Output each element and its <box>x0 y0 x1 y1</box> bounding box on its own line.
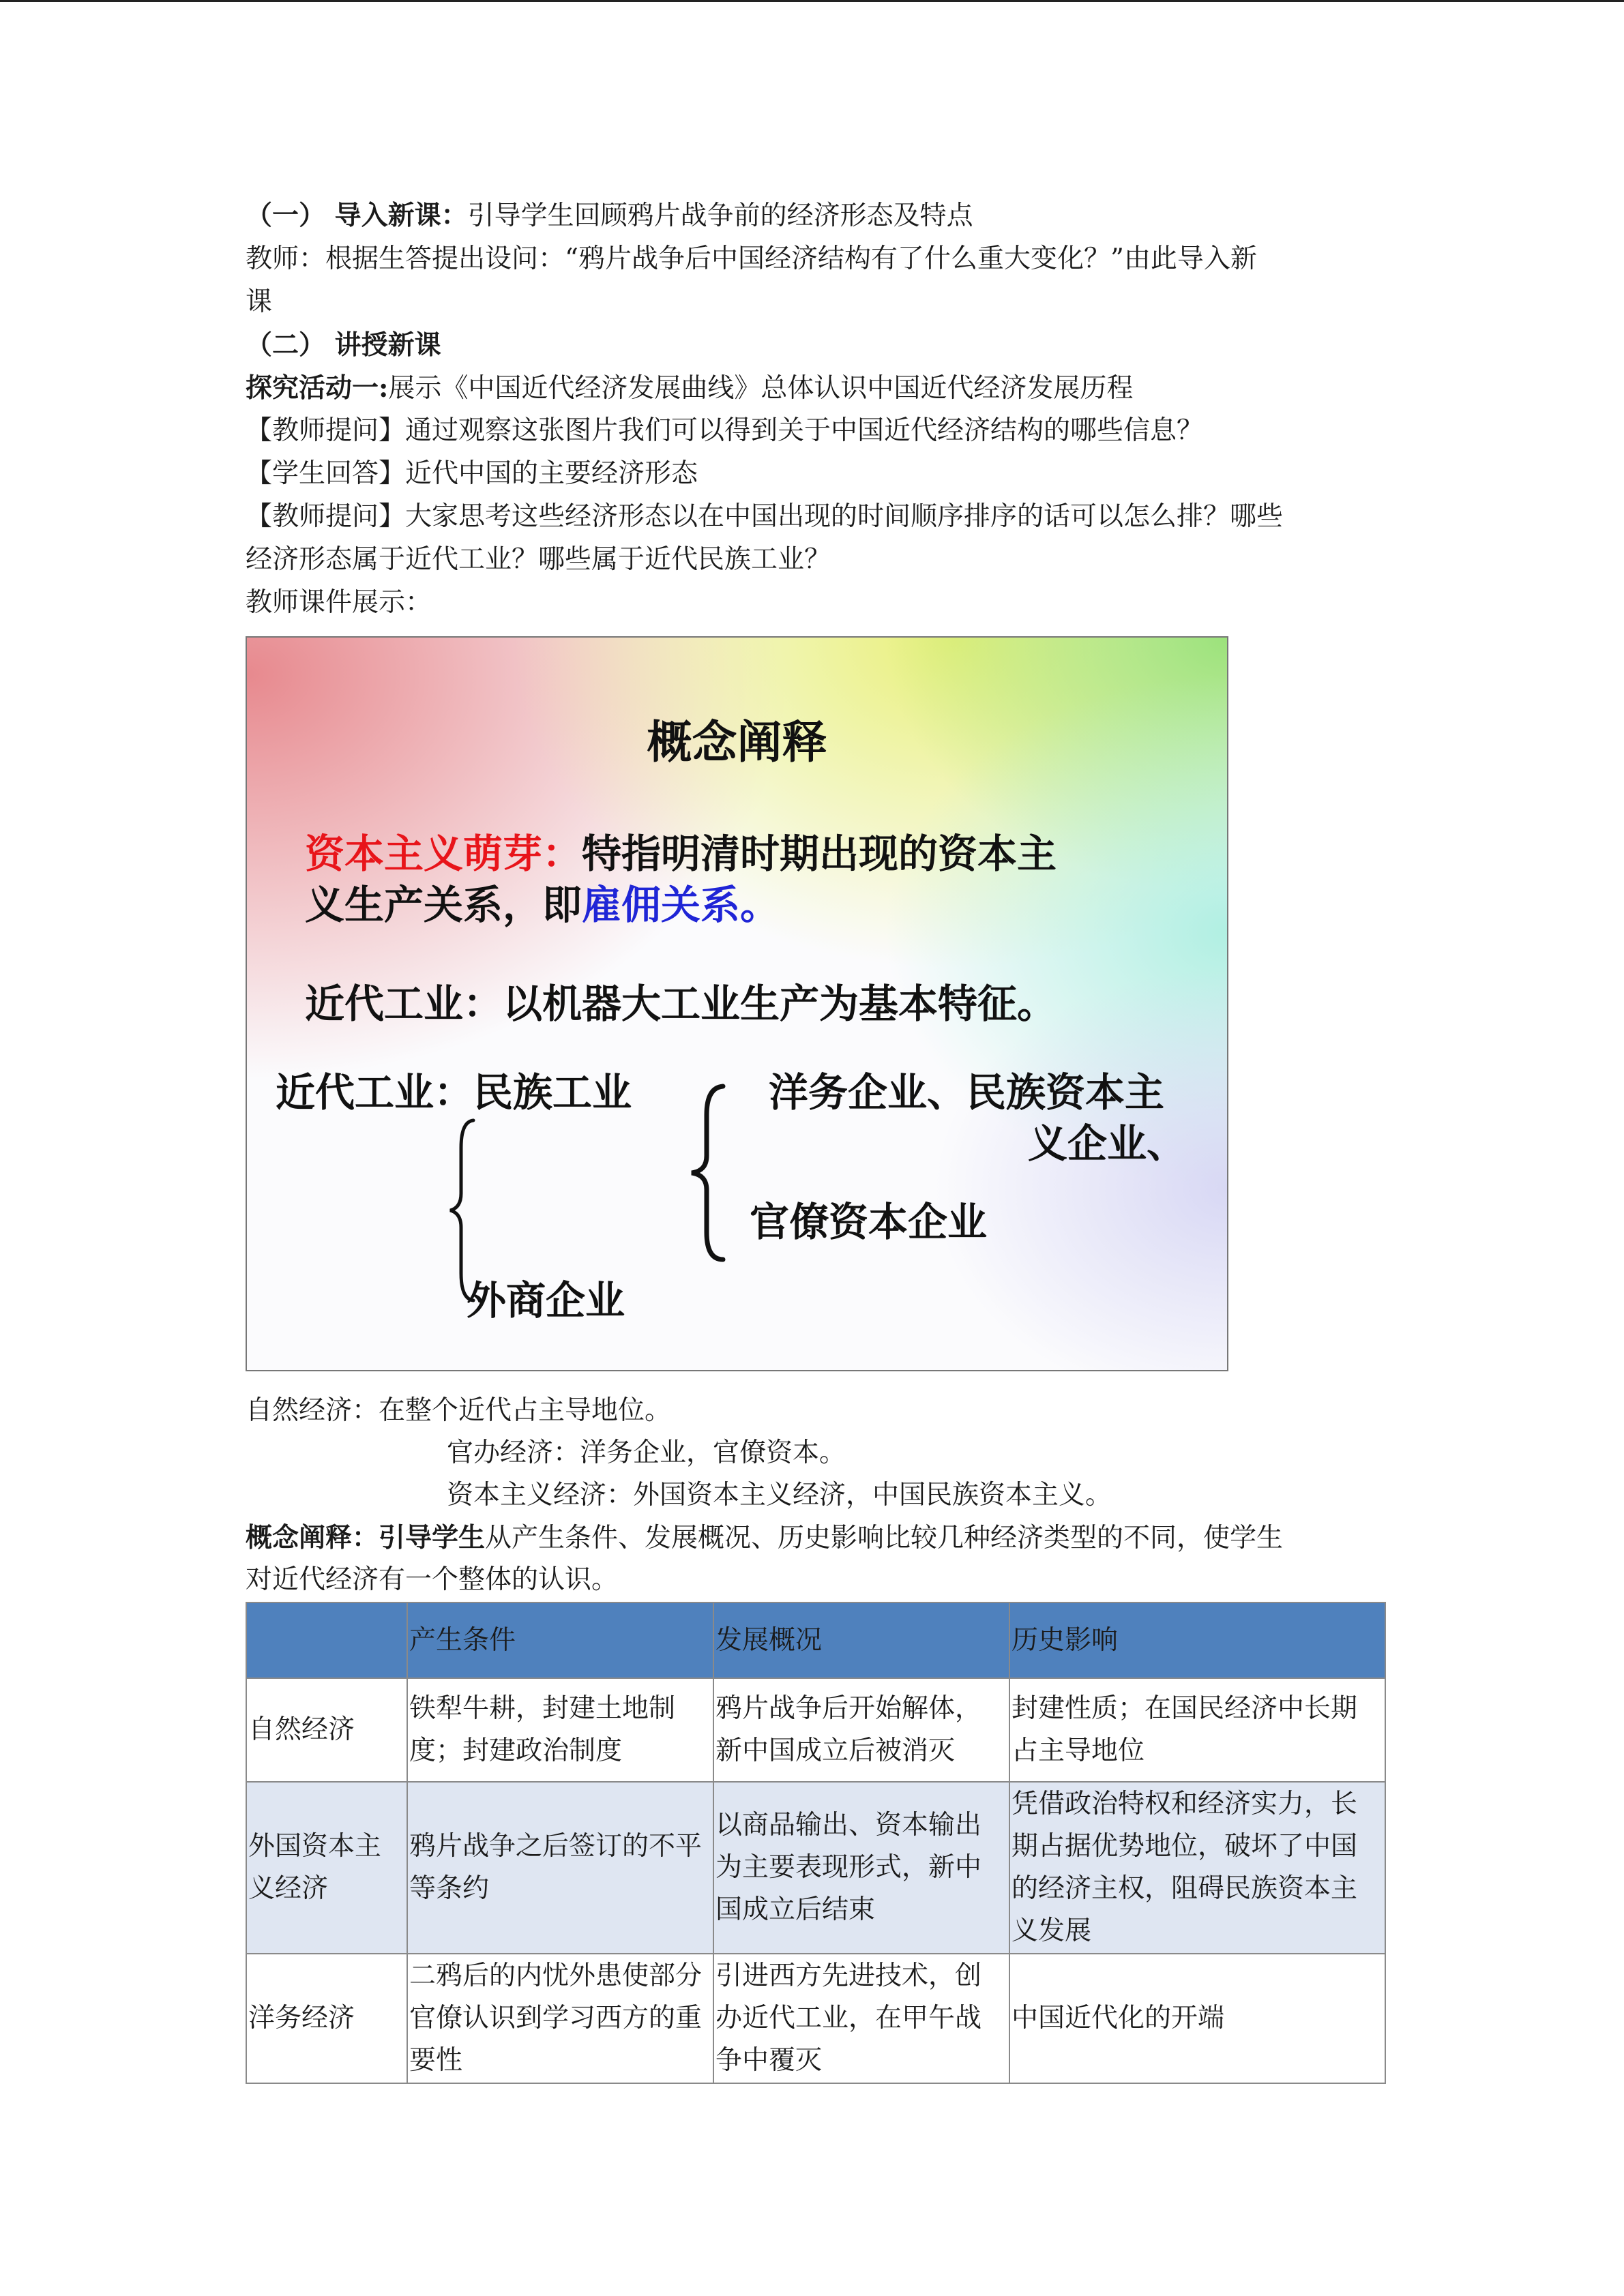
table-cell: 引进西方先进技术，创办近代工业，在甲午战争中覆灭 <box>713 1954 1009 2083</box>
table-cell: 以商品输出、资本输出为主要表现形式，新中国成立后结束 <box>713 1782 1009 1954</box>
table-header-cell <box>246 1602 407 1678</box>
table-cell: 中国近代化的开端 <box>1009 1954 1385 2083</box>
concept-note-label: 概念阐释：引导学生 <box>246 1522 486 1553</box>
activity-one-label: 探究活动一: <box>246 372 389 404</box>
courseware-label: 教师课件展示： <box>246 587 432 618</box>
section-intro <box>246 194 973 237</box>
slide-def1-line1 <box>305 822 1057 879</box>
teacher-line-2: 课 <box>246 286 273 317</box>
concept-note-line1 <box>246 1517 1283 1560</box>
slide-def1-highlight: 雇佣关系。 <box>582 882 780 928</box>
table-cell: 鸦片战争后开始解体，新中国成立后被消灭 <box>713 1678 1009 1782</box>
slide-title: 概念阐释 <box>647 716 827 769</box>
table-row <box>246 1678 1385 1782</box>
slide-def1-line2 <box>305 873 780 930</box>
section-intro-text: 引导学生回顾鸦片战争前的经济形态及特点 <box>467 200 973 231</box>
teacher-question-2-line2: 经济形态属于近代工业？哪些属于近代民族工业？ <box>246 544 831 575</box>
table-header-row <box>246 1602 1385 1678</box>
table-cell: 自然经济 <box>246 1678 407 1782</box>
right-brace-icon <box>683 1081 731 1265</box>
table-cell: 凭借政治特权和经济实力，长期占据优势地位，破坏了中国的经济主权，阻碍民族资本主义发展 <box>1009 1782 1385 1954</box>
student-answer-1: 【学生回答】近代中国的主要经济形态 <box>246 458 698 489</box>
slide-def2: 近代工业：以机器大工业生产为基本特征。 <box>305 981 1057 1027</box>
activity-one <box>246 367 1133 410</box>
slide-branch-b: 官僚资本企业 <box>750 1199 988 1245</box>
table-cell: 外国资本主义经济 <box>246 1782 407 1954</box>
slide-def1-term: 资本主义萌芽： <box>305 831 582 877</box>
slide-tree-root: 近代工业：民族工业 <box>276 1069 632 1116</box>
table-row <box>246 1954 1385 2083</box>
slide-branch-a2: 义企业、 <box>1028 1120 1187 1167</box>
teacher-question-1: 【教师提问】通过观察这张图片我们可以得到关于中国近代经济结构的哪些信息？ <box>246 415 1204 446</box>
slide-branch-a1: 洋务企业、民族资本主 <box>769 1069 1165 1116</box>
table-cell: 铁犁牛耕，封建土地制度；封建政治制度 <box>407 1678 713 1782</box>
table-header-cell: 产生条件 <box>407 1602 713 1678</box>
econ-capitalist: 资本主义经济：外国资本主义经济，中国民族资本主义。 <box>447 1480 1112 1510</box>
table-header-cell: 发展概况 <box>713 1602 1009 1678</box>
comparison-table <box>246 1602 1386 2084</box>
section-teach: （二） 讲授新课 <box>246 329 441 361</box>
table-cell: 洋务经济 <box>246 1954 407 2083</box>
concept-note-line2: 对近代经济有一个整体的认识。 <box>246 1564 619 1595</box>
table-row <box>246 1782 1385 1954</box>
slide-def1-text: 特指明清时期出现的资本主 <box>582 831 1057 877</box>
teacher-question-2-line1: 【教师提问】大家思考这些经济形态以在中国出现的时间顺序排序的话可以怎么排？哪些 <box>246 501 1284 532</box>
teacher-line-1: 教师：根据生答提出设问：“鸦片战争后中国经济结构有了什么重大变化？”由此导入新 <box>246 243 1257 274</box>
left-brace-icon <box>446 1115 480 1306</box>
table-cell: 鸦片战争之后签订的不平等条约 <box>407 1782 713 1954</box>
table-cell: 二鸦后的内忧外患使部分官僚认识到学习西方的重要性 <box>407 1954 713 2083</box>
table-header-cell: 历史影响 <box>1009 1602 1385 1678</box>
courseware-slide <box>246 636 1228 1371</box>
activity-one-text: 展示《中国近代经济发展曲线》总体认识中国近代经济发展历程 <box>388 373 1134 404</box>
slide-def1-text2: 义生产关系，即 <box>305 882 582 928</box>
section-intro-label: （一） 导入新课： <box>246 200 468 231</box>
econ-natural: 自然经济：在整个近代占主导地位。 <box>246 1395 672 1426</box>
table-cell: 封建性质；在国民经济中长期占主导地位 <box>1009 1678 1385 1782</box>
page-top-border <box>0 0 1624 2</box>
slide-branch-c: 外商企业 <box>467 1277 625 1324</box>
econ-official: 官办经济：洋务企业，官僚资本。 <box>447 1437 846 1468</box>
concept-note-text1: 从产生条件、发展概况、历史影响比较几种经济类型的不同，使学生 <box>485 1523 1284 1553</box>
